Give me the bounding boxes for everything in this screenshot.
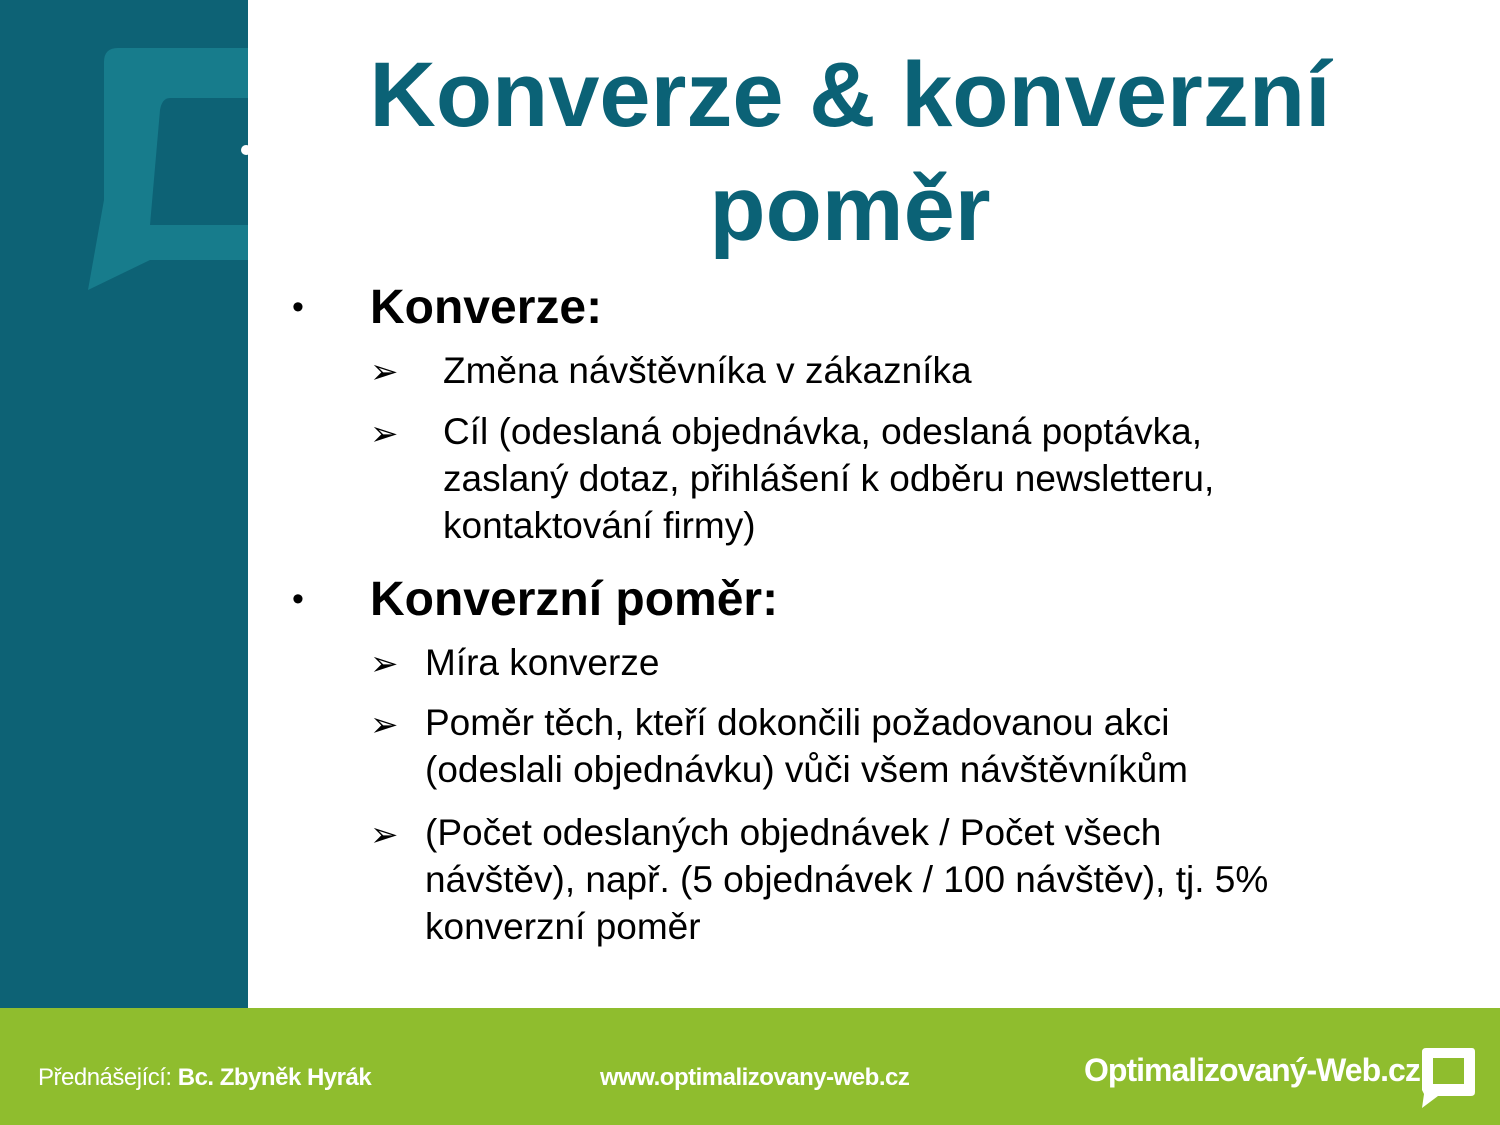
list-item: Změna návštěvníka v zákazníka [443, 350, 972, 391]
speech-bubble-icon [1418, 1046, 1476, 1110]
list-item [425, 809, 1268, 950]
arrow-bullet-icon: ➢ [370, 816, 399, 854]
list-item-line: kontaktování firmy) [443, 505, 756, 546]
list-item [425, 699, 1188, 793]
footer-brand: Optimalizovaný-Web.cz [1084, 1052, 1420, 1088]
bullet-icon: • [292, 288, 304, 326]
presenter-name: Bc. Zbyněk Hyrák [177, 1064, 372, 1091]
title-line-1: Konverze & konverzní [369, 44, 1331, 146]
list-item-line: návštěv), např. (5 objednávek / 100 návštěv), tj. 5% [425, 859, 1269, 900]
footer-bar [0, 1008, 1500, 1125]
presenter-label: Přednášející: [38, 1064, 172, 1091]
list-item-line: (odeslali objednávku) vůči všem návštěvníkům [425, 749, 1188, 790]
list-item-line: Poměr těch, kteří dokončili požadovanou akci [425, 702, 1170, 743]
list-item-line: konverzní poměr [425, 906, 701, 947]
bullet-icon: • [292, 580, 304, 618]
section-heading: Konverze: [370, 281, 603, 334]
arrow-bullet-icon: ➢ [370, 353, 399, 391]
footer-presenter [38, 1064, 371, 1092]
arrow-bullet-icon: ➢ [370, 415, 399, 453]
footer-url: www.optimalizovany-web.cz [600, 1064, 910, 1091]
arrow-bullet-icon: ➢ [370, 645, 399, 683]
section-heading: Konverzní poměr: [370, 573, 779, 626]
title-line-2: poměr [709, 158, 991, 260]
list-item-line: (Počet odeslaných objednávek / Počet všech [425, 812, 1162, 853]
list-item-line: Cíl (odeslaná objednávka, odeslaná poptávka, [443, 411, 1203, 452]
list-item: Míra konverze [425, 642, 660, 683]
list-item-line: zaslaný dotaz, přihlášení k odběru newsletteru, [443, 458, 1215, 499]
arrow-bullet-icon: ➢ [370, 706, 399, 744]
list-item [443, 408, 1214, 549]
